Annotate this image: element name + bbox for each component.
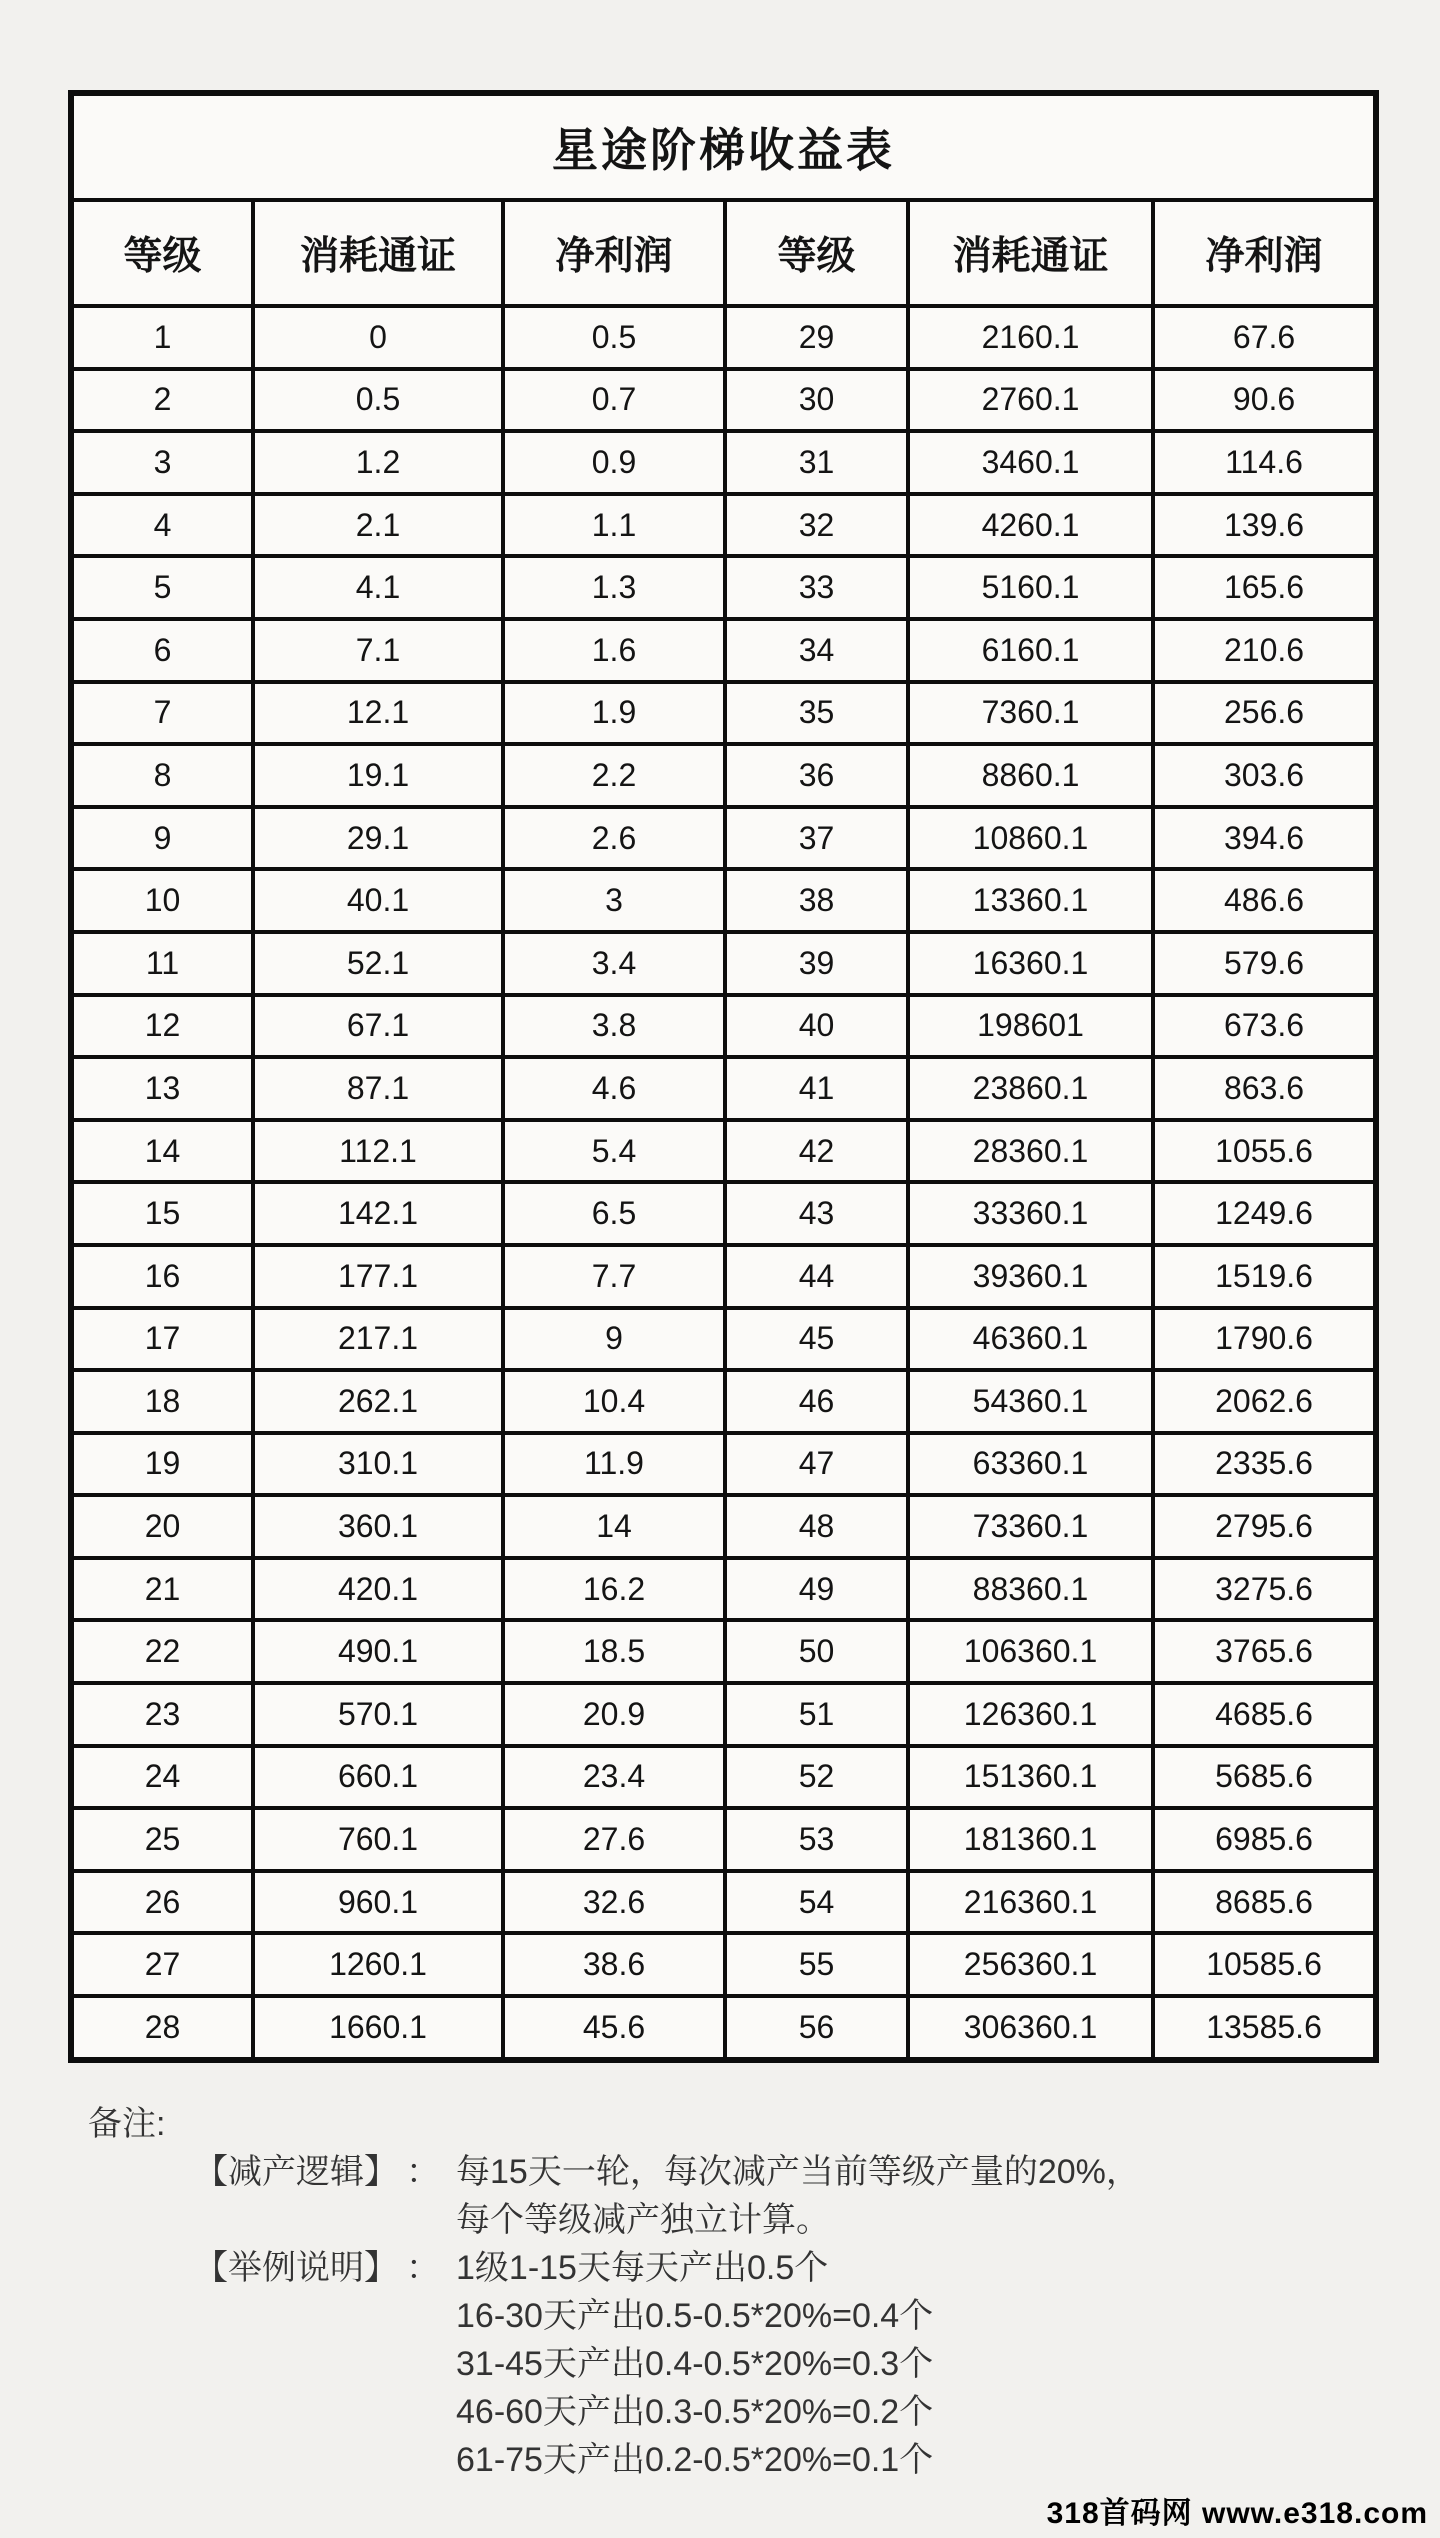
cell-profit: 45.6	[503, 1996, 725, 2060]
cell-profit: 3.4	[503, 932, 725, 995]
cell-level: 5	[71, 556, 253, 619]
table-row	[71, 1808, 1376, 1871]
header-row	[71, 200, 1376, 306]
cell-level: 27	[71, 1933, 253, 1996]
table-row	[71, 1933, 1376, 1996]
note-line: 61-75天产出0.2-0.5*20%=0.1个	[456, 2441, 934, 2479]
cell-level: 46	[725, 1370, 908, 1433]
cell-profit: 1249.6	[1153, 1182, 1376, 1245]
cell-level: 26	[71, 1871, 253, 1934]
table-row	[71, 1057, 1376, 1120]
table-row	[71, 369, 1376, 432]
cell-level: 2	[71, 369, 253, 432]
table-row	[71, 995, 1376, 1058]
table-row	[71, 1370, 1376, 1433]
cell-tokens: 262.1	[253, 1370, 503, 1433]
column-header-3: 等级	[725, 200, 908, 306]
table-row	[71, 1308, 1376, 1371]
note-line: 31-45天产出0.4-0.5*20%=0.3个	[456, 2345, 934, 2383]
cell-tokens: 660.1	[253, 1746, 503, 1809]
cell-level: 1	[71, 306, 253, 369]
note-line: 每个等级减产独立计算。	[456, 2201, 830, 2239]
cell-profit: 210.6	[1153, 619, 1376, 682]
cell-profit: 8685.6	[1153, 1871, 1376, 1934]
cell-tokens: 67.1	[253, 995, 503, 1058]
cell-tokens: 3460.1	[908, 431, 1153, 494]
cell-profit: 1.9	[503, 682, 725, 745]
notes-section	[88, 2100, 1140, 2484]
cell-tokens: 16360.1	[908, 932, 1153, 995]
cell-tokens: 63360.1	[908, 1433, 1153, 1496]
income-ladder-table	[68, 90, 1379, 2063]
cell-level: 32	[725, 494, 908, 557]
cell-level: 50	[725, 1620, 908, 1683]
cell-profit: 673.6	[1153, 995, 1376, 1058]
cell-tokens: 216360.1	[908, 1871, 1153, 1934]
cell-tokens: 7360.1	[908, 682, 1153, 745]
table-row	[71, 1120, 1376, 1183]
table-row	[71, 807, 1376, 870]
cell-tokens: 360.1	[253, 1495, 503, 1558]
cell-level: 24	[71, 1746, 253, 1809]
table-row	[71, 1871, 1376, 1934]
cell-level: 48	[725, 1495, 908, 1558]
cell-profit: 90.6	[1153, 369, 1376, 432]
cell-profit: 1519.6	[1153, 1245, 1376, 1308]
table-row	[71, 619, 1376, 682]
table-row	[71, 744, 1376, 807]
cell-tokens: 7.1	[253, 619, 503, 682]
cell-level: 36	[725, 744, 908, 807]
cell-profit: 27.6	[503, 1808, 725, 1871]
cell-tokens: 88360.1	[908, 1558, 1153, 1621]
title-row	[71, 93, 1376, 200]
cell-level: 12	[71, 995, 253, 1058]
cell-profit: 256.6	[1153, 682, 1376, 745]
note-line: 1级1-15天每天产出0.5个	[456, 2249, 829, 2287]
table-row	[71, 1558, 1376, 1621]
note-tag: 【减产逻辑】	[194, 2153, 398, 2191]
cell-level: 17	[71, 1308, 253, 1371]
table-row	[71, 1433, 1376, 1496]
cell-profit: 0.9	[503, 431, 725, 494]
cell-tokens: 126360.1	[908, 1683, 1153, 1746]
cell-tokens: 8860.1	[908, 744, 1153, 807]
note-line: 46-60天产出0.3-0.5*20%=0.2个	[456, 2393, 934, 2431]
cell-tokens: 46360.1	[908, 1308, 1153, 1371]
cell-profit: 3	[503, 869, 725, 932]
column-header-4: 消耗通证	[908, 200, 1153, 306]
cell-profit: 4685.6	[1153, 1683, 1376, 1746]
cell-profit: 67.6	[1153, 306, 1376, 369]
cell-profit: 16.2	[503, 1558, 725, 1621]
cell-level: 6	[71, 619, 253, 682]
cell-profit: 20.9	[503, 1683, 725, 1746]
cell-level: 23	[71, 1683, 253, 1746]
cell-level: 47	[725, 1433, 908, 1496]
cell-level: 25	[71, 1808, 253, 1871]
cell-profit: 7.7	[503, 1245, 725, 1308]
column-header-5: 净利润	[1153, 200, 1376, 306]
cell-profit: 2.2	[503, 744, 725, 807]
cell-tokens: 198601	[908, 995, 1153, 1058]
cell-tokens: 151360.1	[908, 1746, 1153, 1809]
cell-tokens: 960.1	[253, 1871, 503, 1934]
site-watermark: 318首码网 www.e318.com	[1046, 2497, 1428, 2530]
cell-profit: 394.6	[1153, 807, 1376, 870]
note-tag: 【举例说明】	[194, 2249, 398, 2287]
cell-level: 3	[71, 431, 253, 494]
cell-level: 19	[71, 1433, 253, 1496]
cell-profit: 1055.6	[1153, 1120, 1376, 1183]
table-row	[71, 932, 1376, 995]
cell-level: 9	[71, 807, 253, 870]
cell-level: 53	[725, 1808, 908, 1871]
cell-level: 18	[71, 1370, 253, 1433]
cell-tokens: 1.2	[253, 431, 503, 494]
cell-tokens: 0	[253, 306, 503, 369]
table-row	[71, 1683, 1376, 1746]
cell-tokens: 10860.1	[908, 807, 1153, 870]
cell-tokens: 310.1	[253, 1433, 503, 1496]
note-colon: ：	[406, 2153, 440, 2191]
cell-tokens: 2.1	[253, 494, 503, 557]
notes-items	[88, 2148, 1140, 2484]
cell-tokens: 4260.1	[908, 494, 1153, 557]
cell-level: 40	[725, 995, 908, 1058]
cell-level: 56	[725, 1996, 908, 2060]
cell-tokens: 490.1	[253, 1620, 503, 1683]
cell-profit: 863.6	[1153, 1057, 1376, 1120]
cell-tokens: 87.1	[253, 1057, 503, 1120]
cell-tokens: 1260.1	[253, 1933, 503, 1996]
cell-level: 33	[725, 556, 908, 619]
cell-level: 15	[71, 1182, 253, 1245]
cell-profit: 10.4	[503, 1370, 725, 1433]
notes-label: 备注:	[88, 2105, 166, 2143]
cell-profit: 139.6	[1153, 494, 1376, 557]
cell-level: 4	[71, 494, 253, 557]
cell-profit: 6.5	[503, 1182, 725, 1245]
cell-profit: 303.6	[1153, 744, 1376, 807]
cell-level: 16	[71, 1245, 253, 1308]
cell-profit: 2.6	[503, 807, 725, 870]
cell-profit: 6985.6	[1153, 1808, 1376, 1871]
cell-tokens: 760.1	[253, 1808, 503, 1871]
cell-tokens: 13360.1	[908, 869, 1153, 932]
table-row	[71, 431, 1376, 494]
table-row	[71, 1182, 1376, 1245]
cell-level: 42	[725, 1120, 908, 1183]
table-row	[71, 1746, 1376, 1809]
cell-tokens: 54360.1	[908, 1370, 1153, 1433]
cell-tokens: 6160.1	[908, 619, 1153, 682]
note-item	[194, 2148, 1140, 2244]
cell-profit: 114.6	[1153, 431, 1376, 494]
table-title: 星途阶梯收益表	[71, 93, 1376, 200]
cell-profit: 38.6	[503, 1933, 725, 1996]
table-row	[71, 682, 1376, 745]
cell-tokens: 306360.1	[908, 1996, 1153, 2060]
cell-profit: 1.1	[503, 494, 725, 557]
cell-level: 7	[71, 682, 253, 745]
note-line: 16-30天产出0.5-0.5*20%=0.4个	[456, 2297, 934, 2335]
cell-profit: 3.8	[503, 995, 725, 1058]
cell-tokens: 28360.1	[908, 1120, 1153, 1183]
cell-profit: 579.6	[1153, 932, 1376, 995]
cell-tokens: 1660.1	[253, 1996, 503, 2060]
cell-profit: 5685.6	[1153, 1746, 1376, 1809]
cell-profit: 13585.6	[1153, 1996, 1376, 2060]
table-row	[71, 494, 1376, 557]
note-item	[194, 2244, 1140, 2484]
note-colon: ：	[406, 2249, 440, 2287]
cell-level: 38	[725, 869, 908, 932]
cell-profit: 2062.6	[1153, 1370, 1376, 1433]
table-row	[71, 306, 1376, 369]
cell-profit: 0.7	[503, 369, 725, 432]
cell-tokens: 39360.1	[908, 1245, 1153, 1308]
cell-level: 35	[725, 682, 908, 745]
cell-tokens: 12.1	[253, 682, 503, 745]
note-lines	[456, 2244, 933, 2484]
cell-level: 10	[71, 869, 253, 932]
cell-profit: 1.6	[503, 619, 725, 682]
cell-tokens: 106360.1	[908, 1620, 1153, 1683]
cell-tokens: 29.1	[253, 807, 503, 870]
cell-level: 14	[71, 1120, 253, 1183]
note-lines	[456, 2148, 1140, 2244]
column-header-1: 消耗通证	[253, 200, 503, 306]
column-header-0: 等级	[71, 200, 253, 306]
cell-tokens: 217.1	[253, 1308, 503, 1371]
cell-level: 45	[725, 1308, 908, 1371]
cell-tokens: 2760.1	[908, 369, 1153, 432]
cell-profit: 9	[503, 1308, 725, 1371]
cell-profit: 14	[503, 1495, 725, 1558]
income-table-body	[71, 306, 1376, 2060]
cell-tokens: 52.1	[253, 932, 503, 995]
cell-level: 13	[71, 1057, 253, 1120]
cell-level: 8	[71, 744, 253, 807]
cell-profit: 11.9	[503, 1433, 725, 1496]
cell-tokens: 2160.1	[908, 306, 1153, 369]
cell-profit: 10585.6	[1153, 1933, 1376, 1996]
cell-level: 20	[71, 1495, 253, 1558]
cell-profit: 4.6	[503, 1057, 725, 1120]
cell-tokens: 181360.1	[908, 1808, 1153, 1871]
cell-profit: 3275.6	[1153, 1558, 1376, 1621]
cell-tokens: 177.1	[253, 1245, 503, 1308]
cell-level: 30	[725, 369, 908, 432]
cell-profit: 0.5	[503, 306, 725, 369]
cell-tokens: 19.1	[253, 744, 503, 807]
table-row	[71, 1620, 1376, 1683]
cell-level: 31	[725, 431, 908, 494]
table-row	[71, 1996, 1376, 2060]
cell-profit: 486.6	[1153, 869, 1376, 932]
table-row	[71, 556, 1376, 619]
column-header-2: 净利润	[503, 200, 725, 306]
cell-profit: 165.6	[1153, 556, 1376, 619]
cell-level: 21	[71, 1558, 253, 1621]
cell-profit: 18.5	[503, 1620, 725, 1683]
cell-level: 41	[725, 1057, 908, 1120]
cell-tokens: 33360.1	[908, 1182, 1153, 1245]
cell-level: 54	[725, 1871, 908, 1934]
cell-tokens: 570.1	[253, 1683, 503, 1746]
cell-level: 39	[725, 932, 908, 995]
cell-level: 52	[725, 1746, 908, 1809]
table-row	[71, 1495, 1376, 1558]
table-row	[71, 1245, 1376, 1308]
cell-tokens: 0.5	[253, 369, 503, 432]
table-row	[71, 869, 1376, 932]
cell-profit: 2795.6	[1153, 1495, 1376, 1558]
cell-tokens: 40.1	[253, 869, 503, 932]
cell-level: 29	[725, 306, 908, 369]
cell-tokens: 142.1	[253, 1182, 503, 1245]
cell-level: 51	[725, 1683, 908, 1746]
cell-profit: 1790.6	[1153, 1308, 1376, 1371]
cell-tokens: 256360.1	[908, 1933, 1153, 1996]
cell-profit: 3765.6	[1153, 1620, 1376, 1683]
cell-profit: 32.6	[503, 1871, 725, 1934]
cell-profit: 5.4	[503, 1120, 725, 1183]
cell-tokens: 4.1	[253, 556, 503, 619]
cell-profit: 2335.6	[1153, 1433, 1376, 1496]
note-line: 每15天一轮，每次减产当前等级产量的20%，	[456, 2153, 1140, 2191]
cell-tokens: 73360.1	[908, 1495, 1153, 1558]
cell-profit: 1.3	[503, 556, 725, 619]
cell-tokens: 420.1	[253, 1558, 503, 1621]
cell-profit: 23.4	[503, 1746, 725, 1809]
cell-level: 49	[725, 1558, 908, 1621]
cell-level: 43	[725, 1182, 908, 1245]
cell-tokens: 5160.1	[908, 556, 1153, 619]
cell-level: 28	[71, 1996, 253, 2060]
cell-level: 37	[725, 807, 908, 870]
cell-tokens: 112.1	[253, 1120, 503, 1183]
cell-level: 34	[725, 619, 908, 682]
cell-tokens: 23860.1	[908, 1057, 1153, 1120]
cell-level: 44	[725, 1245, 908, 1308]
cell-level: 11	[71, 932, 253, 995]
cell-level: 55	[725, 1933, 908, 1996]
cell-level: 22	[71, 1620, 253, 1683]
